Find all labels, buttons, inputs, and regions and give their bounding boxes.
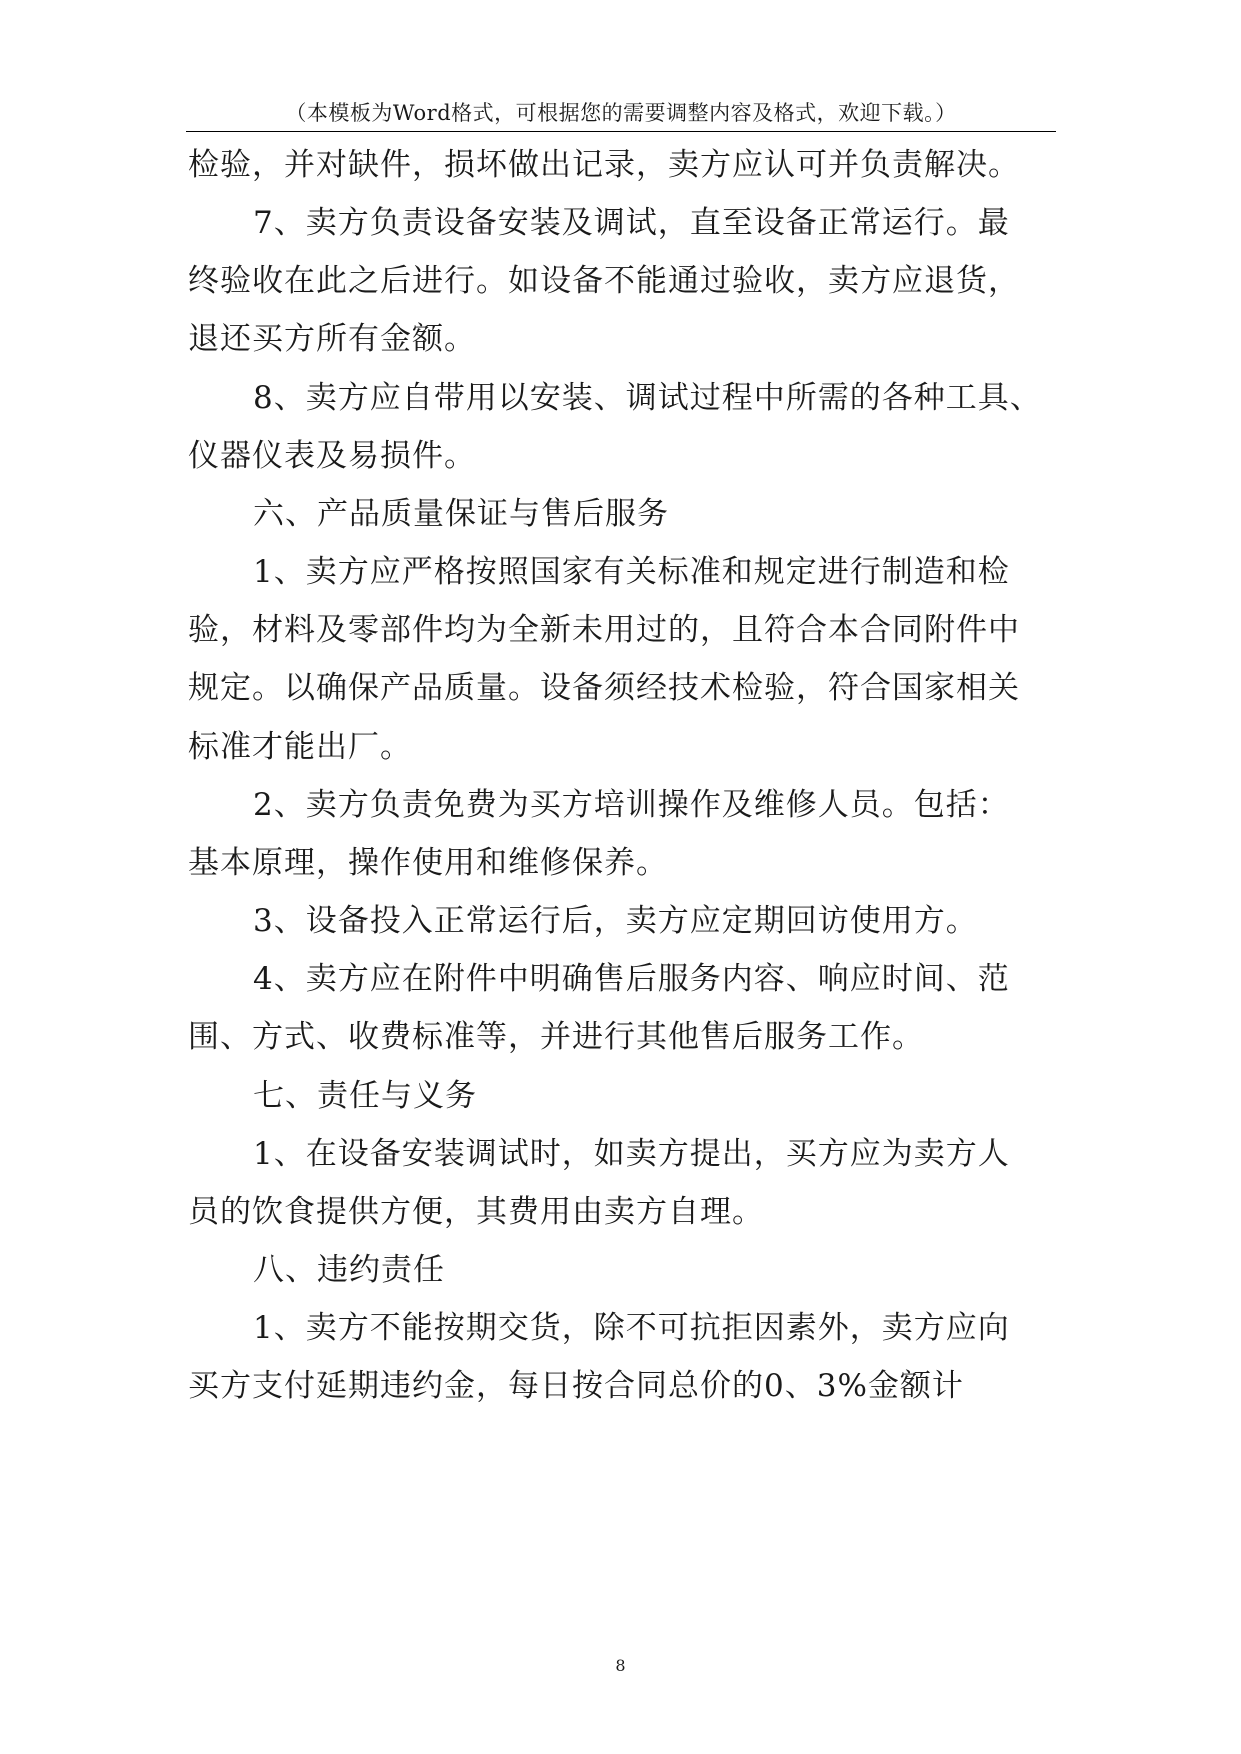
body-line: 标准才能出厂。 — [188, 729, 412, 765]
body-line: 4、卖方应在附件中明确售后服务内容、响应时间、范 — [253, 961, 1010, 997]
body-line: 仪器仪表及易损件。 — [188, 438, 476, 474]
body-line: 检验，并对缺件，损坏做出记录，卖方应认可并负责解决。 — [188, 147, 1020, 183]
body-line: 验，材料及零部件均为全新未用过的，且符合本合同附件中 — [188, 612, 1020, 648]
body-line: 员的饮食提供方便，其费用由卖方自理。 — [188, 1194, 764, 1230]
body-line: 规定。以确保产品质量。设备须经技术检验，符合国家相关 — [188, 670, 1020, 706]
body-line: 1、卖方应严格按照国家有关标准和规定进行制造和检 — [253, 554, 1010, 590]
body-line: 基本原理，操作使用和维修保养。 — [188, 845, 668, 881]
page-number: 8 — [615, 1656, 626, 1675]
body-line: 退还买方所有金额。 — [188, 321, 476, 357]
body-line: 终验收在此之后进行。如设备不能通过验收，卖方应退货， — [188, 263, 1020, 299]
template-note-header: （本模板为Word格式，可根据您的需要调整内容及格式，欢迎下载。） — [285, 101, 957, 125]
body-line: 1、在设备安装调试时，如卖方提出，买方应为卖方人 — [253, 1136, 1010, 1172]
body-line: 3、设备投入正常运行后，卖方应定期回访使用方。 — [253, 903, 978, 939]
header-divider — [186, 131, 1056, 132]
body-line: 2、卖方负责免费为买方培训操作及维修人员。包括： — [253, 787, 1010, 823]
body-line: 买方支付延期违约金，每日按合同总价的0、3%金额计 — [188, 1368, 964, 1404]
body-line: 围、方式、收费标准等，并进行其他售后服务工作。 — [188, 1019, 924, 1055]
body-line: 7、卖方负责设备安装及调试，直至设备正常运行。最 — [253, 205, 1010, 241]
section-heading: 七、责任与义务 — [253, 1078, 477, 1114]
body-line: 1、卖方不能按期交货，除不可抗拒因素外，卖方应向 — [253, 1310, 1010, 1346]
section-heading: 八、违约责任 — [253, 1252, 445, 1288]
section-heading: 六、产品质量保证与售后服务 — [253, 496, 669, 532]
body-line: 8、卖方应自带用以安装、调试过程中所需的各种工具、 — [253, 380, 1042, 416]
